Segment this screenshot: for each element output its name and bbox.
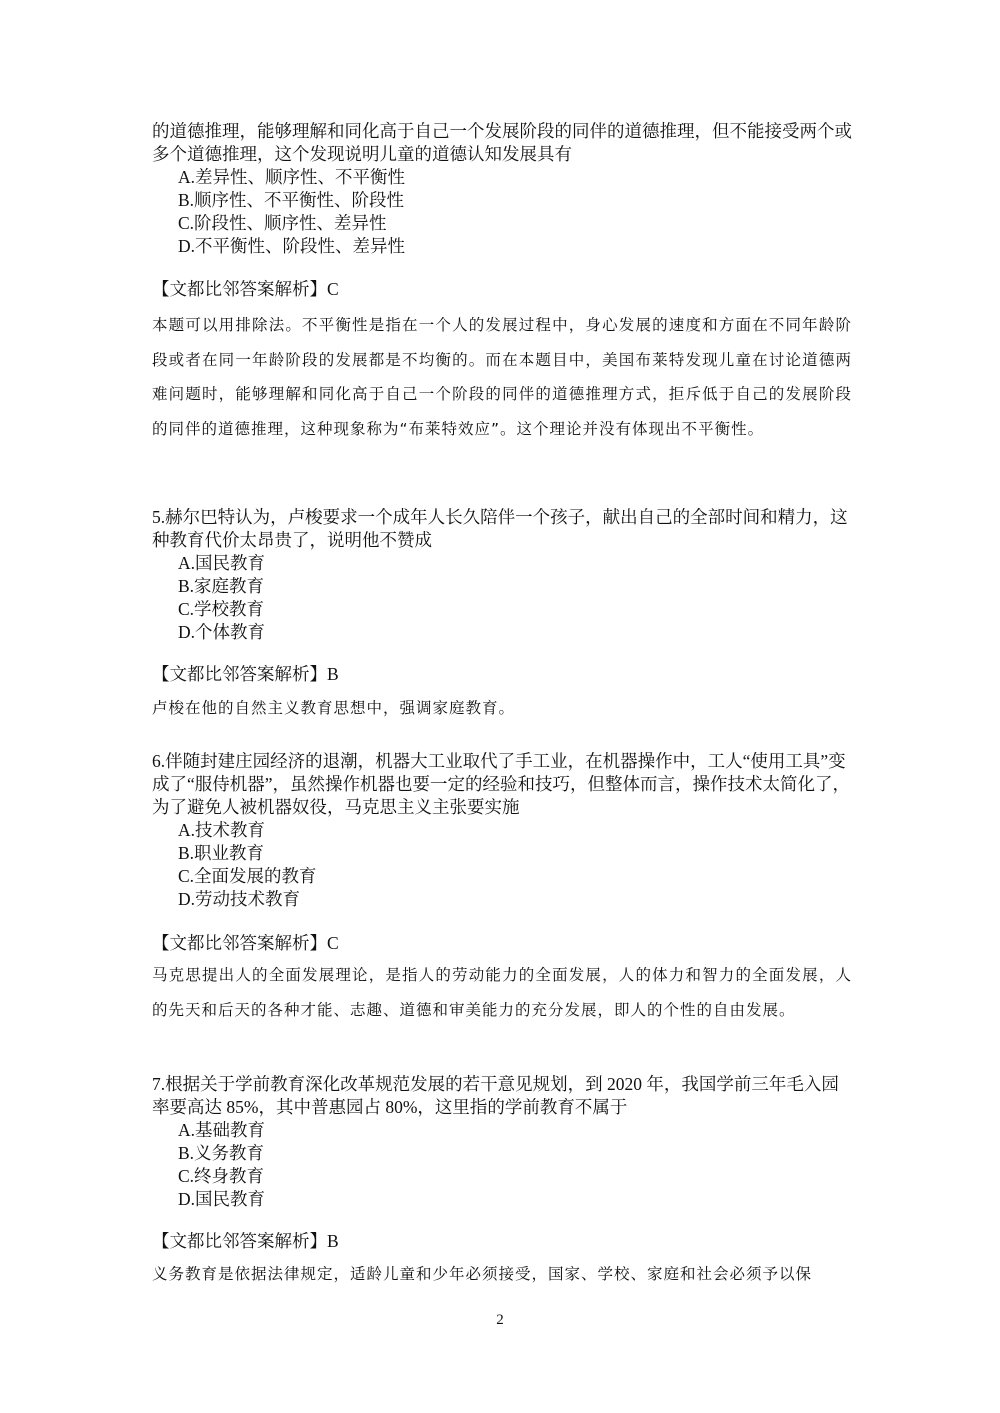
question-5 — [152, 506, 852, 644]
question-text: 5.赫尔巴特认为，卢梭要求一个成年人长久陪伴一个孩子，献出自己的全部时间和精力，这种教育代价太昂贵了，说明他不赞成 — [152, 507, 848, 550]
option-c: C.阶段性、顺序性、差异性 — [178, 213, 387, 233]
option-b: B.家庭教育 — [178, 576, 265, 596]
page-number: 2 — [496, 1312, 504, 1328]
option-a: A.国民教育 — [178, 553, 266, 573]
answer-heading: 【文都比邻答案解析】C — [152, 279, 339, 299]
option-a: A.差异性、顺序性、不平衡性 — [178, 167, 406, 187]
answer-7 — [152, 1230, 852, 1253]
answer-5 — [152, 663, 852, 686]
option-list — [152, 819, 852, 911]
option-b: B.义务教育 — [178, 1143, 265, 1163]
option-b: B.职业教育 — [178, 843, 265, 863]
option-a: A.基础教育 — [178, 1120, 266, 1140]
option-d: D.个体教育 — [178, 622, 266, 642]
analysis-text: 马克思提出人的全面发展理论，是指人的劳动能力的全面发展，人的体力和智力的全面发展，人的先天和后天的各种才能、志趣、道德和审美能力的充分发展，即人的个性的自由发展。 — [152, 966, 852, 1019]
question-text: 的道德推理，能够理解和同化高于自己一个发展阶段的同伴的道德推理，但不能接受两个或多个道德推理，这个发现说明儿童的道德认知发展具有 — [152, 121, 852, 164]
answer-heading: 【文都比邻答案解析】C — [152, 933, 339, 953]
option-list — [152, 1119, 852, 1211]
option-b: B.顺序性、不平衡性、阶段性 — [178, 190, 405, 210]
analysis-7 — [152, 1257, 852, 1292]
answer-heading: 【文都比邻答案解析】B — [152, 1231, 339, 1251]
option-c: C.全面发展的教育 — [178, 866, 317, 886]
analysis-text: 卢梭在他的自然主义教育思想中，强调家庭教育。 — [152, 699, 516, 717]
option-d: D.不平衡性、阶段性、差异性 — [178, 236, 406, 256]
analysis-text: 义务教育是依据法律规定，适龄儿童和少年必须接受，国家、学校、家庭和社会必须予以保 — [152, 1265, 813, 1283]
analysis-6 — [152, 958, 852, 1027]
option-d: D.劳动技术教育 — [178, 889, 301, 909]
analysis-text: 本题可以用排除法。不平衡性是指在一个人的发展过程中，身心发展的速度和方面在不同年龄阶段或者在同一年龄阶段的发展都是不均衡的。而在本题目中，美国布莱特发现儿童在讨论道德两难问题时，能够理解和同化高于自己一个阶段的同伴的道德推理方式，拒斥低于自己的发展阶段的同伴的道德推理，这种现象称为“布莱特效应”。这个理论并没有体现出不平衡性。 — [152, 316, 852, 438]
question-text: 6.伴随封建庄园经济的退潮，机器大工业取代了手工业，在机器操作中，工人“使用工具”变成了“服侍机器”，虽然操作机器也要一定的经验和技巧，但整体而言，操作技术太简化了，为了避免人被机器奴役，马克思主义主张要实施 — [152, 751, 851, 817]
option-c: C.学校教育 — [178, 599, 265, 619]
option-a: A.技术教育 — [178, 820, 266, 840]
answer-heading: 【文都比邻答案解析】B — [152, 664, 339, 684]
question-7 — [152, 1073, 852, 1211]
question-4 — [152, 120, 852, 258]
option-d: D.国民教育 — [178, 1189, 266, 1209]
question-6 — [152, 750, 852, 911]
analysis-4 — [152, 308, 852, 446]
option-c: C.终身教育 — [178, 1166, 265, 1186]
option-list — [152, 552, 852, 644]
analysis-5 — [152, 691, 852, 726]
answer-6 — [152, 932, 852, 955]
question-text: 7.根据关于学前教育深化改革规范发展的若干意见规划，到 2020 年，我国学前三年毛入园率要高达 85%，其中普惠园占 80%，这里指的学前教育不属于 — [152, 1074, 839, 1117]
answer-4 — [152, 278, 852, 301]
option-list — [152, 166, 852, 258]
